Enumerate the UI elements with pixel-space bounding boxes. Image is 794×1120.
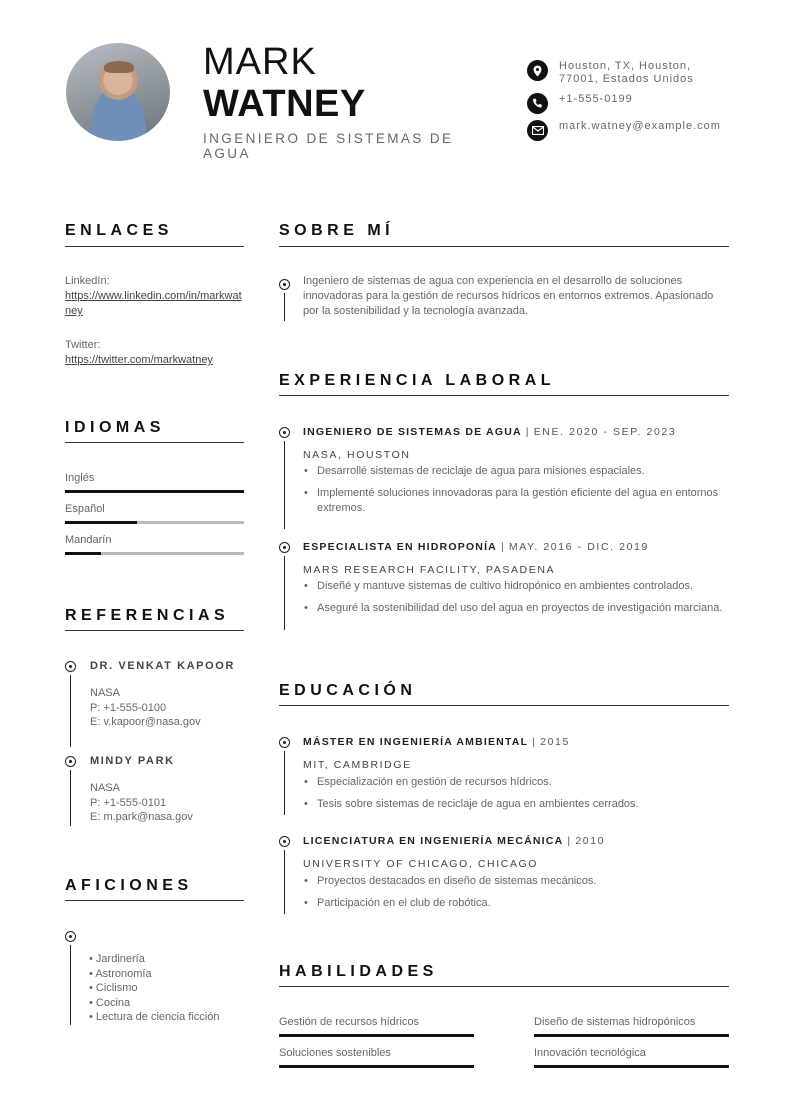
section-title-skills: HABILIDADES xyxy=(279,963,438,980)
divider xyxy=(279,705,729,706)
language-level-bar xyxy=(65,552,244,555)
divider xyxy=(279,986,729,987)
education-year: 2015 xyxy=(540,736,570,748)
section-title-hobbies: AFICIONES xyxy=(65,877,193,894)
job-bullet: • Aseguré la sostenibilidad del uso del agua en proyectos de investigación marciana. xyxy=(303,601,723,616)
education-org: MIT, CAMBRIDGE xyxy=(303,759,412,771)
last-name: WATNEY xyxy=(203,83,366,125)
phone-icon xyxy=(527,93,548,114)
link-twitter[interactable]: https://twitter.com/markwatney xyxy=(65,354,213,366)
skill-bar xyxy=(279,1065,474,1068)
skill-item xyxy=(279,1047,474,1068)
first-name: MARK xyxy=(203,41,317,83)
reference-phone: P: +1-555-0101 xyxy=(90,797,167,809)
skill-bar xyxy=(534,1034,729,1037)
reference-org: NASA xyxy=(90,687,120,699)
envelope-icon xyxy=(527,120,548,141)
education-year: 2010 xyxy=(575,835,606,847)
job-entry-title: INGENIERO DE SISTEMAS DE AGUA | ENE. 2020 - SEP. 2023 xyxy=(303,426,677,438)
education-bullets xyxy=(303,775,723,819)
job-title: INGENIERO DE SISTEMAS DE AGUA xyxy=(203,131,454,161)
timeline-line xyxy=(284,850,285,914)
timeline-dot xyxy=(279,279,290,290)
skill-item xyxy=(279,1016,474,1037)
job-org: NASA, HOUSTON xyxy=(303,449,411,461)
link-label-twitter: Twitter: xyxy=(65,339,101,351)
divider xyxy=(65,900,244,901)
hobby-item: • Cocina xyxy=(89,996,219,1011)
map-pin-icon xyxy=(527,60,548,81)
language-name: Inglés xyxy=(65,472,95,484)
phone-text[interactable]: +1-555-0199 xyxy=(559,93,633,105)
language-name: Español xyxy=(65,503,105,515)
skill-label: Soluciones sostenibles xyxy=(279,1047,391,1059)
timeline-line xyxy=(284,293,285,321)
timeline-dot xyxy=(65,661,76,672)
job-title-text: INGENIERO DE SISTEMAS DE AGUA xyxy=(303,426,522,438)
contact-address xyxy=(527,60,729,86)
hobby-item: • Lectura de ciencia ficción xyxy=(89,1010,219,1025)
email-text[interactable]: mark.watney@example.com xyxy=(559,120,721,132)
timeline-line xyxy=(284,556,285,630)
reference-email: E: m.park@nasa.gov xyxy=(90,811,193,823)
section-title-references: REFERENCIAS xyxy=(65,607,230,624)
divider xyxy=(279,246,729,247)
language-name: Mandarín xyxy=(65,534,112,546)
section-title-about: SOBRE MÍ xyxy=(279,222,395,239)
timeline-line xyxy=(284,751,285,815)
hobby-item: • Jardinería xyxy=(89,952,219,967)
section-title-experience: EXPERIENCIA LABORAL xyxy=(279,372,556,389)
degree-text: LICENCIATURA EN INGENIERÍA MECÁNICA xyxy=(303,835,564,847)
divider xyxy=(65,246,244,247)
language-item xyxy=(65,534,244,555)
reference-name: DR. VENKAT KAPOOR xyxy=(90,660,235,672)
language-level-bar xyxy=(65,490,244,493)
divider xyxy=(65,442,244,443)
link-label-linkedin: LinkedIn: xyxy=(65,275,110,287)
hobbies-list xyxy=(89,952,219,1025)
reference-email: E: v.kapoor@nasa.gov xyxy=(90,716,201,728)
language-item xyxy=(65,503,244,524)
job-org: MARS RESEARCH FACILITY, PASADENA xyxy=(303,564,556,576)
hobby-item: • Astronomía xyxy=(89,967,219,982)
skill-bar xyxy=(279,1034,474,1037)
timeline-dot xyxy=(279,427,290,438)
divider xyxy=(65,630,244,631)
education-entry-title: MÁSTER EN INGENIERÍA AMBIENTAL | 2015 xyxy=(303,736,570,748)
skill-bar xyxy=(534,1065,729,1068)
reference-name: MINDY PARK xyxy=(90,755,175,767)
job-dates: ENE. 2020 - SEP. 2023 xyxy=(533,426,677,438)
timeline-dot xyxy=(65,756,76,767)
reference-org: NASA xyxy=(90,782,120,794)
job-entry-title: ESPECIALISTA EN HIDROPONÍA | MAY. 2016 - DIC. 2019 xyxy=(303,541,649,553)
job-dates: MAY. 2016 - DIC. 2019 xyxy=(508,541,649,553)
degree-text: MÁSTER EN INGENIERÍA AMBIENTAL xyxy=(303,736,529,748)
section-title-education: EDUCACIÓN xyxy=(279,682,417,699)
skill-label: Diseño de sistemas hidropónicos xyxy=(534,1016,696,1028)
timeline-line xyxy=(70,945,71,1025)
section-title-links: ENLACES xyxy=(65,222,173,239)
education-bullet: • Participación en el club de robótica. xyxy=(303,896,723,911)
hobby-item: • Ciclismo xyxy=(89,981,219,996)
timeline-dot xyxy=(279,737,290,748)
timeline-dot xyxy=(279,542,290,553)
education-bullet: • Tesis sobre sistemas de reciclaje de agua en ambientes cerrados. xyxy=(303,797,723,812)
contact-phone xyxy=(527,93,729,114)
divider xyxy=(279,395,729,396)
skill-item xyxy=(534,1047,729,1068)
timeline-line xyxy=(70,675,71,747)
skill-label: Innovación tecnológica xyxy=(534,1047,646,1059)
skill-item xyxy=(534,1016,729,1037)
job-bullet: • Desarrollé sistemas de reciclaje de agua para misiones espaciales. xyxy=(303,464,723,479)
timeline-dot xyxy=(279,836,290,847)
job-bullet: • Implementé soluciones innovadoras para la gestión eficiente del agua en entornos extremos. xyxy=(303,486,723,516)
contact-email xyxy=(527,120,729,141)
job-bullet: • Diseñé y mantuve sistemas de cultivo hidropónico en ambientes controlados. xyxy=(303,579,723,594)
address-text: Houston, TX, Houston, 77001, Estados Unidos xyxy=(559,60,694,85)
reference-phone: P: +1-555-0100 xyxy=(90,702,167,714)
timeline-line xyxy=(284,441,285,529)
education-bullet: • Proyectos destacados en diseño de sistemas mecánicos. xyxy=(303,874,723,889)
language-item xyxy=(65,472,244,493)
about-text: Ingeniero de sistemas de agua con experiencia en el desarrollo de soluciones innovadoras para la gestión de recursos hídricos en entornos extremos. Apasionado por la sostenibilidad y la tecnología avanzada. xyxy=(303,275,714,317)
timeline-line xyxy=(70,770,71,826)
skill-label: Gestión de recursos hídricos xyxy=(279,1016,420,1028)
profile-photo xyxy=(66,43,170,141)
education-bullet: • Especialización en gestión de recursos hídricos. xyxy=(303,775,723,790)
link-linkedin[interactable]: https://www.linkedin.com/in/markwatney xyxy=(65,290,242,317)
education-org: UNIVERSITY OF CHICAGO, CHICAGO xyxy=(303,858,539,870)
education-bullets xyxy=(303,874,723,918)
job-bullets xyxy=(303,579,723,623)
education-entry-title: LICENCIATURA EN INGENIERÍA MECÁNICA | 2010 xyxy=(303,835,606,847)
timeline-dot xyxy=(65,931,76,942)
language-level-bar xyxy=(65,521,244,524)
job-bullets xyxy=(303,464,723,523)
job-title-text: ESPECIALISTA EN HIDROPONÍA xyxy=(303,541,497,553)
section-title-languages: IDIOMAS xyxy=(65,419,165,436)
